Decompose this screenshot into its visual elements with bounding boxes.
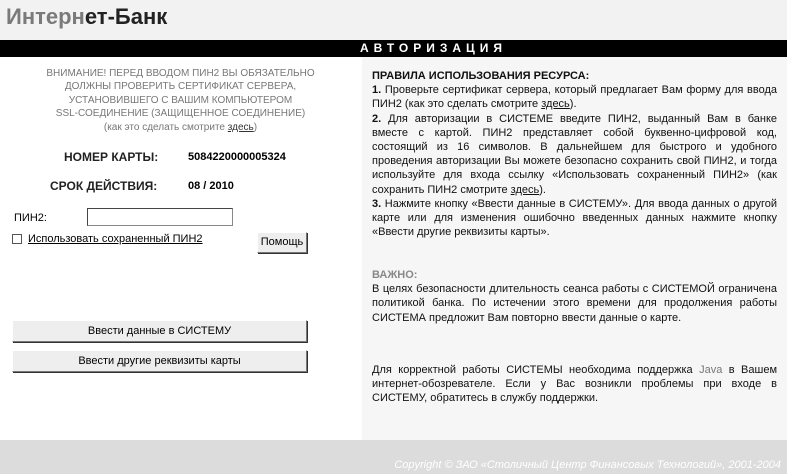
pin-label: ПИН2:	[14, 212, 47, 224]
app-logo	[6, 4, 167, 30]
expiry-value: 08 / 2010	[188, 180, 234, 192]
rule-3-text: Нажмите кнопку «Ввести данные в СИСТЕМУ». Для ввода данных о другой карте или для изменения ошибочно введенных данных нажмите кнопку «Ввести другие реквизиты карты».	[372, 197, 777, 239]
card-number-value: 5084220000005324	[188, 151, 286, 163]
certificate-help-link[interactable]: здесь	[227, 121, 254, 133]
help-button[interactable]: Помощь	[257, 232, 307, 253]
warning-line-4: SSL-СОЕДИНЕНИЕ (ЗАЩИЩЕННОЕ СОЕДИНЕНИЕ)	[55, 108, 306, 120]
rule-3-number: 3.	[372, 197, 382, 210]
section-title: АВТОРИЗАЦИЯ	[359, 41, 508, 55]
logo-part2: ет-Банк	[84, 4, 168, 29]
rule-1-link[interactable]: здесь	[541, 98, 570, 111]
use-saved-pin-link[interactable]: Использовать сохраненный ПИН2	[28, 233, 203, 245]
warning-line-2: ДОЛЖНЫ ПРОВЕРИТЬ СЕРТИФИКАТ СЕРВЕРА,	[64, 81, 297, 93]
important-title: ВАЖНО:	[372, 269, 418, 281]
important-note	[372, 268, 777, 325]
certificate-warning	[28, 67, 333, 134]
java-note-text-2: в Вашем интернет-обозревателе. Если у Вас возникли проблемы при входе в СИСТЕМУ, обратитесь в службу поддержки.	[372, 364, 778, 405]
rule-2-text: Для авторизации в СИСТЕМЕ введите ПИН2, выданный Вам в банке вместе с картой. ПИН2 представляет собой буквенно-цифровой код, состоящий из 16 символов. В дальнейшем для быстрого и удобного проведения авторизации Вы можете безопасно сохранить свой ПИН2, и тогда используйте для входа ссылку «Использовать сохраненный ПИН2» (как сохранить ПИН2 смотрите	[372, 112, 777, 196]
warning-line-1: ВНИМАНИЕ! ПЕРЕД ВВОДОМ ПИН2 ВЫ ОБЯЗАТЕЛЬНО	[46, 68, 315, 79]
rule-1-text: Проверьте сертификат сервера, который предлагает Вам форму для ввода ПИН2 (как это сделать смотрите	[372, 84, 777, 111]
submit-data-button[interactable]: Ввести данные в СИСТЕМУ	[12, 320, 307, 342]
expiry-label: СРОК ДЕЙСТВИЯ:	[50, 179, 158, 193]
header	[0, 0, 787, 40]
warning-line-5	[28, 121, 333, 134]
rules-panel	[362, 57, 787, 440]
rule-2-link[interactable]: здесь	[510, 183, 540, 196]
section-title-bar	[0, 40, 787, 57]
warning-hint-prefix: (как это сделать смотрите	[103, 121, 228, 133]
rules-title: ПРАВИЛА ИСПОЛЬЗОВАНИЯ РЕСУРСА:	[372, 70, 590, 82]
java-note-text-1: Для корректной работы СИСТЕМЫ необходима поддержка	[372, 364, 700, 376]
warning-hint-suffix: )	[253, 121, 258, 133]
card-number-label: НОМЕР КАРТЫ:	[64, 150, 159, 164]
rule-1-end: ).	[569, 98, 577, 111]
rule-2-end: ).	[539, 183, 546, 196]
copyright-text: Copyright © ЗАО «Столичный Центр Финансовых Технологий», 2001-2004	[394, 459, 781, 471]
pin-input[interactable]	[87, 208, 233, 226]
important-text: В целях безопасности длительность сеанса работы с СИСТЕМОЙ ограничена политикой банка. По истечении этого времени для продолжения работы СИСТЕМА предложит Вам повторно ввести данные о карте.	[372, 283, 777, 324]
java-word: Java	[699, 364, 723, 376]
login-panel	[0, 57, 362, 440]
rule-2	[372, 112, 777, 197]
use-saved-pin-checkbox[interactable]	[12, 234, 22, 244]
rule-2-number: 2.	[372, 112, 382, 125]
footer	[0, 440, 787, 474]
rule-3	[372, 197, 777, 240]
java-note	[372, 363, 777, 406]
other-card-button[interactable]: Ввести другие реквизиты карты	[12, 350, 307, 372]
usage-rules	[372, 69, 777, 239]
rule-1-number: 1.	[372, 84, 382, 97]
rule-1	[372, 83, 777, 111]
logo-part1: Интерн	[6, 4, 85, 29]
warning-line-3: УСТАНОВИВШЕГО С ВАШИМ КОМПЬЮТЕРОМ	[68, 94, 293, 106]
